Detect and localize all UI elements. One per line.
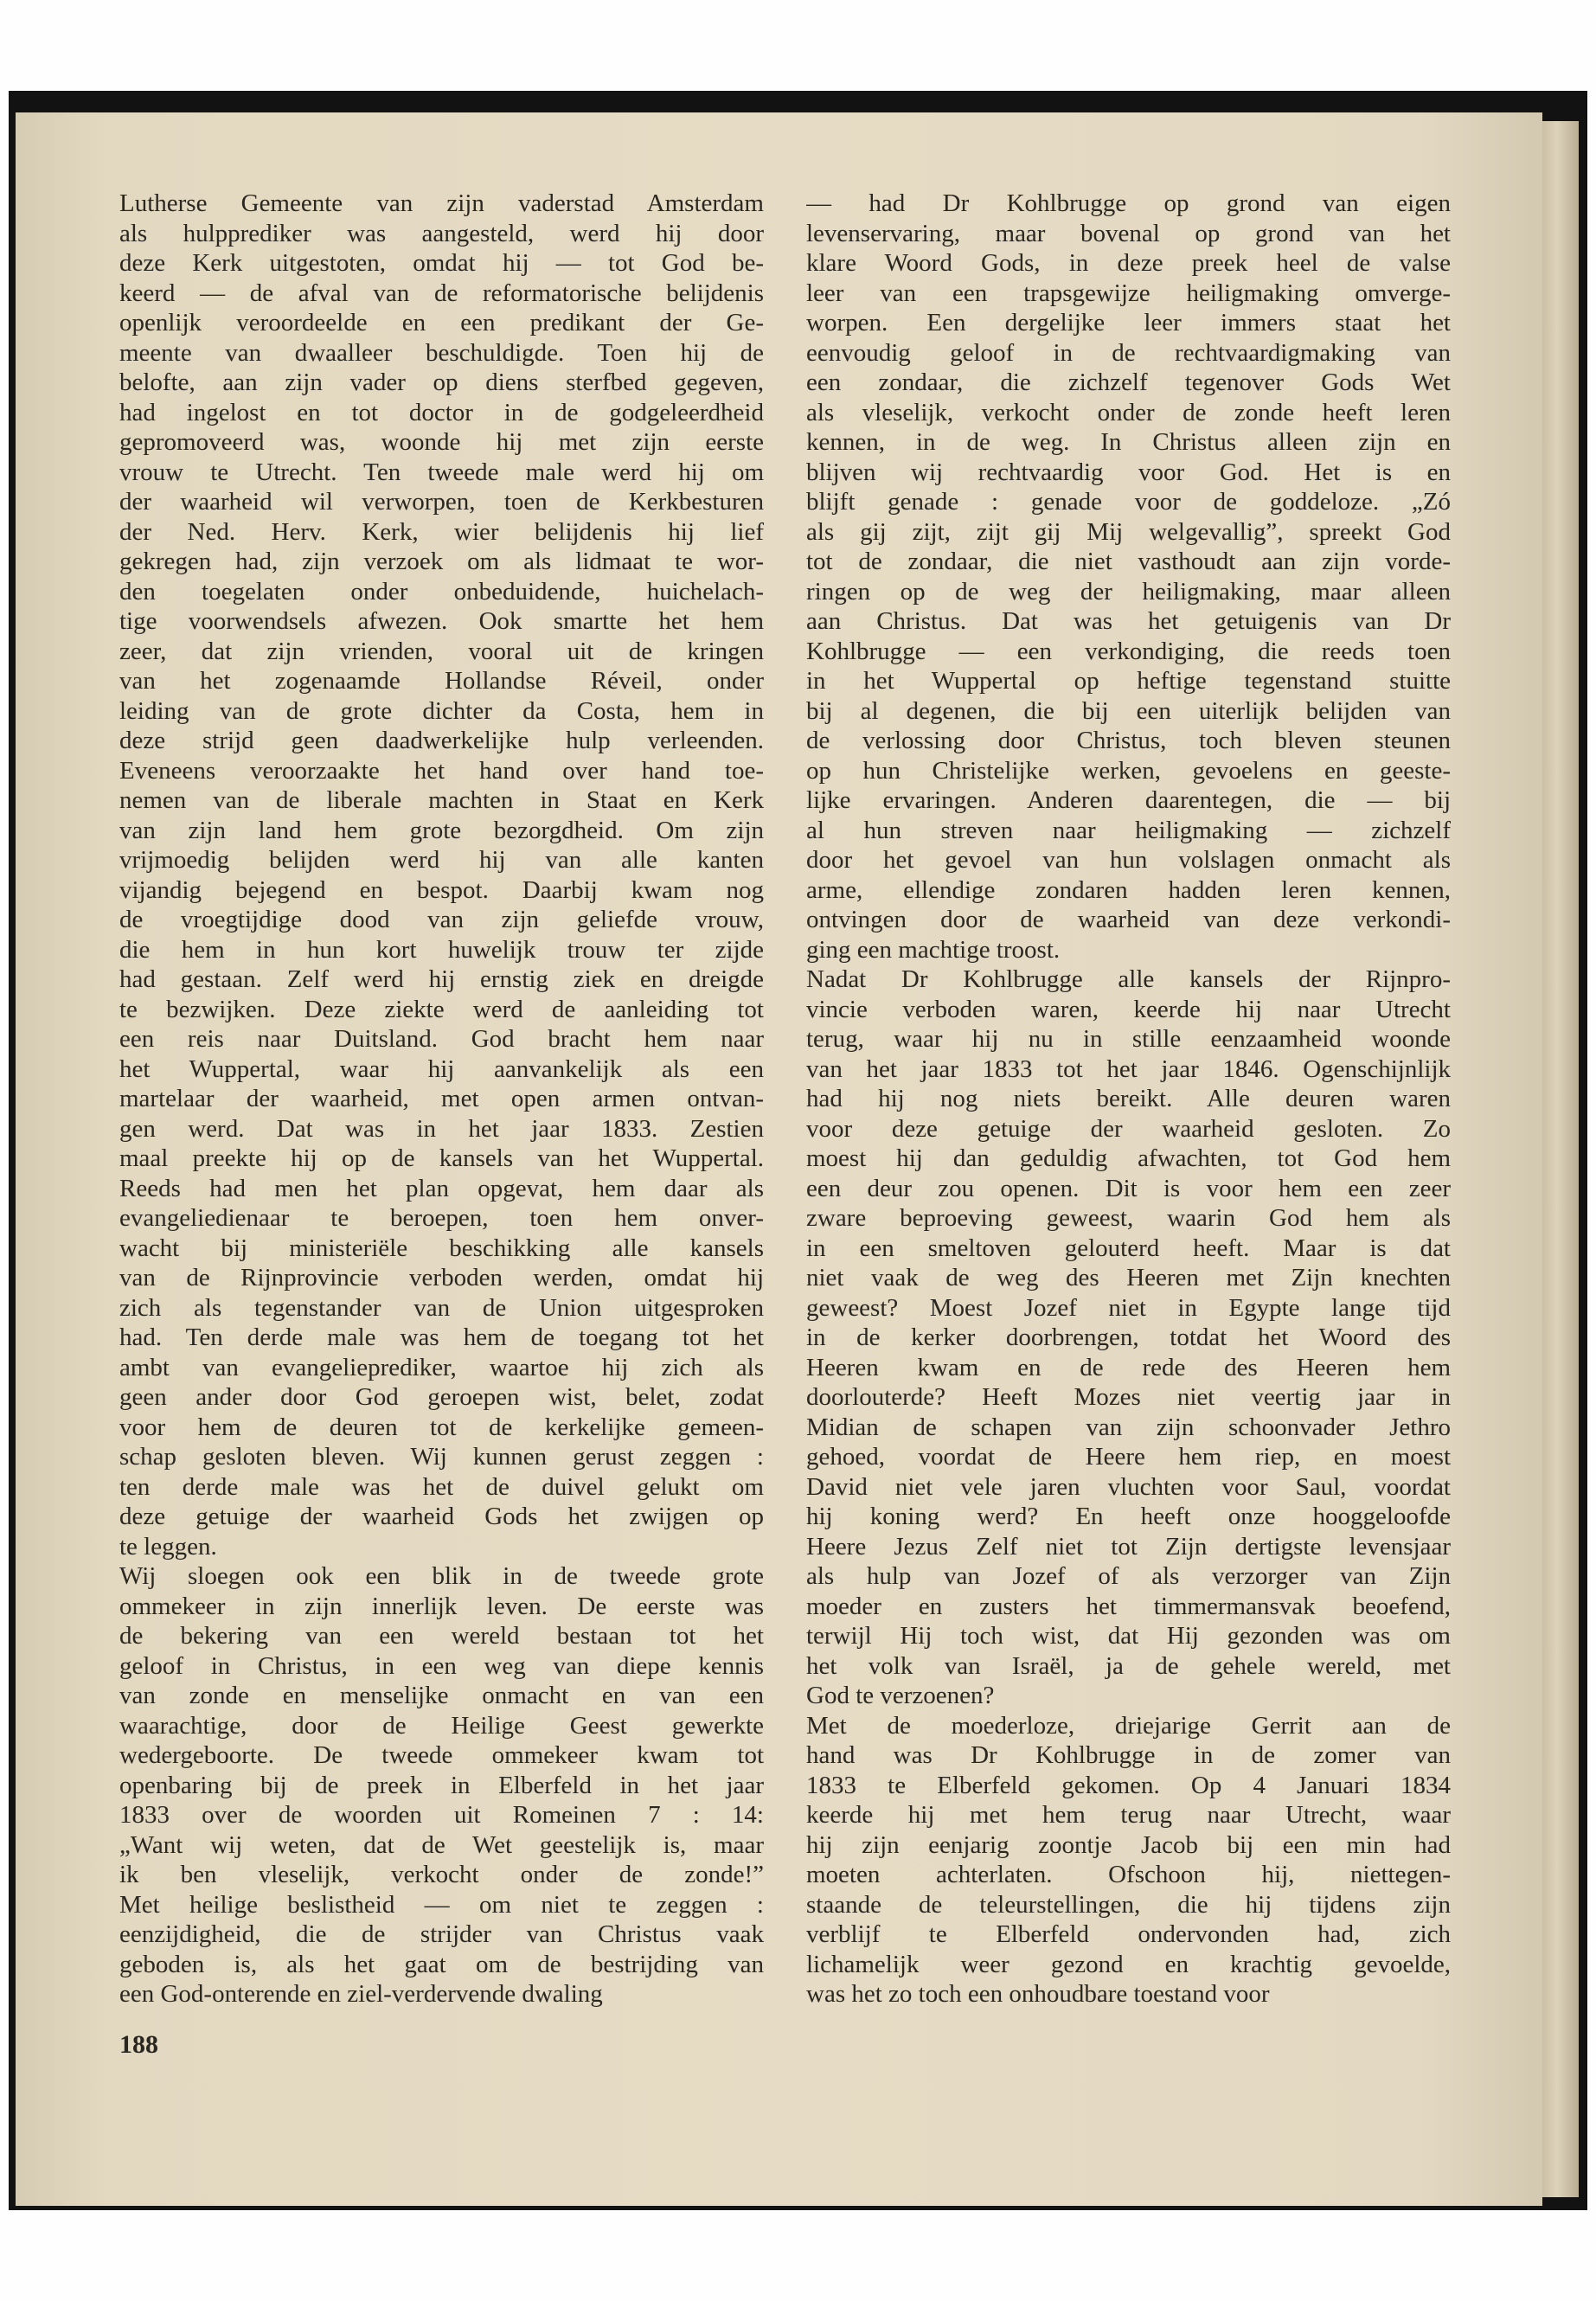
- text-line: kennen, in de weg. In Christus alleen zijn en: [806, 428, 1451, 456]
- text-line: eenzijdigheid, die de strijder van Christus vaak: [119, 1920, 764, 1948]
- text-line: bij al degenen, die bij een uiterlijk belijden van: [806, 696, 1451, 725]
- text-line: martelaar der waarheid, met open armen ontvan-: [119, 1085, 764, 1112]
- text-line: ik ben vleselijk, verkocht onder de zonde!”: [119, 1861, 764, 1888]
- text-line: God te verzoenen?: [806, 1682, 995, 1709]
- page-number: 188: [119, 2030, 158, 2059]
- text-line: keerd — de afval van de reformatorische belijdenis: [119, 279, 764, 307]
- text-line: levenservaring, maar bovenal op grond van het: [806, 219, 1451, 247]
- text-line: al hun streven naar heiligmaking — zichzelf: [806, 816, 1451, 844]
- text-line: lichamelijk weer gezond en krachtig gevoelde,: [806, 1950, 1451, 1978]
- text-line: gehoed, voordat de Heere hem riep, en moest: [806, 1443, 1451, 1471]
- text-line: het volk van Israël, ja de gehele wereld, met: [806, 1651, 1451, 1680]
- text-line: arme, ellendige zondaren hadden leren kennen,: [806, 875, 1451, 904]
- text-line: ontvingen door de waarheid van deze verkondi-: [806, 906, 1451, 933]
- text-line: was het zo toch een onhoudbare toestand voor: [806, 1980, 1270, 2008]
- text-line: geloof in Christus, in een weg van diepe kennis: [119, 1651, 764, 1680]
- text-line: te bezwijken. Deze ziekte werd de aanleiding tot: [119, 995, 764, 1023]
- text-line: een reis naar Duitsland. God bracht hem naar: [119, 1025, 764, 1053]
- text-line: worpen. Een dergelijke leer immers staat het: [806, 309, 1451, 336]
- text-line: als vleselijk, verkocht onder de zonde heeft leren: [806, 398, 1451, 426]
- text-line: nemen van de liberale machten in Staat en Kerk: [119, 786, 764, 814]
- text-line: als hulp van Jozef of als verzorger van Zijn: [806, 1562, 1451, 1590]
- text-line: den toegelaten onder onbeduidende, huichelach-: [119, 577, 764, 606]
- text-line: deze getuige der waarheid Gods het zwijgen op: [119, 1503, 764, 1530]
- text-line: openlijk veroordeelde en een predikant der Ge-: [119, 309, 764, 336]
- text-line: vijandig bejegend en bespot. Daarbij kwam nog: [119, 875, 764, 904]
- text-line: die hem in hun kort huwelijk trouw ter zijde: [119, 935, 764, 964]
- text-line: verblijf te Elberfeld ondervonden had, zich: [806, 1920, 1451, 1948]
- text-line: aan Christus. Dat was het getuigenis van Dr: [806, 607, 1451, 635]
- text-line: deze strijd geen daadwerkelijke hulp verleenden.: [119, 727, 764, 754]
- text-line: blijft genade : genade voor de goddeloze. „Zó: [806, 488, 1451, 516]
- text-line: een zondaar, die zichzelf tegenover Gods Wet: [806, 369, 1451, 396]
- text-line: op hun Christelijke werken, gevoelens en geeste-: [806, 756, 1451, 785]
- text-line: Heeren kwam en de rede des Heeren hem: [806, 1353, 1451, 1381]
- text-line: ommekeer in zijn innerlijk leven. De eerste was: [119, 1592, 764, 1620]
- text-line: als hulpprediker was aangesteld, werd hij door: [119, 219, 764, 247]
- text-line: van zonde en menselijke onmacht en van een: [119, 1682, 764, 1709]
- text-line: keerde hij met hem terug naar Utrecht, waar: [806, 1801, 1451, 1829]
- text-line: de bekering van een wereld bestaan tot het: [119, 1622, 764, 1650]
- text-line: schap gesloten bleven. Wij kunnen gerust zeggen :: [119, 1443, 764, 1471]
- right-column: [806, 189, 1451, 2009]
- text-line: gekregen had, zijn verzoek om als lidmaat te wor-: [119, 548, 764, 575]
- text-line: hij koning werd? En heeft onze hooggeloofde: [806, 1503, 1451, 1530]
- text-line: geen ander door God geroepen wist, belet, zodat: [119, 1383, 764, 1411]
- text-line: wacht bij ministeriële beschikking alle kansels: [119, 1234, 764, 1262]
- text-line: lijke ervaringen. Anderen daarentegen, die — bij: [806, 786, 1451, 814]
- text-line: gen werd. Dat was in het jaar 1833. Zestien: [119, 1114, 764, 1143]
- text-line: tot de zondaar, die niet vasthoudt aan zijn vorde-: [806, 548, 1451, 575]
- text-line: geboden is, als het gaat om de bestrijding van: [119, 1950, 764, 1978]
- text-line: moeder en zusters het timmermansvak beoefend,: [806, 1592, 1451, 1620]
- text-line: doorlouterde? Heeft Mozes niet veertig jaar in: [806, 1383, 1451, 1411]
- text-line: als gij zijt, zijt gij Mij welgevallig”, spreekt God: [806, 517, 1451, 546]
- text-line: terwijl Hij toch wist, dat Hij gezonden was om: [806, 1622, 1451, 1650]
- text-line: door het gevoel van hun volslagen onmacht als: [806, 846, 1451, 874]
- text-line: van zijn land hem grote bezorgdheid. Om zijn: [119, 816, 764, 844]
- text-line: openbaring bij de preek in Elberfeld in het jaar: [119, 1771, 764, 1799]
- text-line: moest hij dan geduldig afwachten, tot God hem: [806, 1144, 1451, 1172]
- text-line: voor deze getuige der waarheid gesloten. Zo: [806, 1114, 1451, 1143]
- text-line: een God-onterende en ziel-verdervende dwaling: [119, 1980, 603, 2008]
- page-edge: [1542, 121, 1579, 2197]
- text-line: Reeds had men het plan opgevat, hem daar als: [119, 1174, 764, 1202]
- text-line: zich als tegenstander van de Union uitgesproken: [119, 1293, 764, 1322]
- text-line: de verlossing door Christus, toch bleven steunen: [806, 727, 1451, 754]
- text-line: moeten achterlaten. Ofschoon hij, niettegen-: [806, 1861, 1451, 1888]
- text-line: in het Wuppertal op heftige tegenstand stuitte: [806, 667, 1451, 695]
- text-line: had ingelost en tot doctor in de godgeleerdheid: [119, 398, 764, 426]
- text-line: zware beproeving geweest, waarin God hem als: [806, 1204, 1451, 1232]
- text-line: het Wuppertal, waar hij aanvankelijk als een: [119, 1054, 764, 1083]
- text-line: Midian de schapen van zijn schoonvader Jethro: [806, 1413, 1451, 1441]
- text-line: vincie verboden waren, keerde hij naar Utrecht: [806, 995, 1451, 1023]
- text-line: evangeliedienaar te beroepen, toen hem onver-: [119, 1204, 764, 1232]
- text-line: de vroegtijdige dood van zijn geliefde vrouw,: [119, 906, 764, 933]
- text-line: Heere Jezus Zelf niet tot Zijn dertigste levensjaar: [806, 1532, 1451, 1561]
- text-line: niet vaak de weg des Heeren met Zijn knechten: [806, 1264, 1451, 1292]
- text-line: deze Kerk uitgestoten, omdat hij — tot God be-: [119, 249, 764, 277]
- text-line: 1833 te Elberfeld gekomen. Op 4 Januari 1834: [806, 1771, 1451, 1799]
- text-line: Met de moederloze, driejarige Gerrit aan de: [806, 1711, 1451, 1740]
- left-column: [119, 189, 764, 2009]
- text-line: van de Rijnprovincie verboden werden, omdat hij: [119, 1264, 764, 1292]
- text-line: had. Ten derde male was hem de toegang tot het: [119, 1324, 764, 1351]
- text-line: Kohlbrugge — een verkondiging, die reeds toen: [806, 637, 1451, 665]
- text-line: hand was Dr Kohlbrugge in de zomer van: [806, 1741, 1451, 1769]
- text-line: tige voorwendsels afwezen. Ook smartte het hem: [119, 607, 764, 635]
- text-line: maal preekte hij op de kansels van het Wuppertal.: [119, 1144, 764, 1172]
- text-line: had gestaan. Zelf werd hij ernstig ziek en dreigde: [119, 965, 764, 993]
- text-line: Lutherse Gemeente van zijn vaderstad Amsterdam: [119, 189, 764, 217]
- text-line: waarachtige, door de Heilige Geest gewerkte: [119, 1711, 764, 1740]
- text-line: ten derde male was het de duivel gelukt om: [119, 1472, 764, 1501]
- text-line: Eveneens veroorzaakte het hand over hand toe-: [119, 756, 764, 785]
- text-line: vrijmoedig belijden werd hij van alle kanten: [119, 846, 764, 874]
- text-line: een deur zou openen. Dit is voor hem een zeer: [806, 1174, 1451, 1202]
- text-line: had hij nog niets bereikt. Alle deuren waren: [806, 1085, 1451, 1112]
- text-line: in een smeltoven gelouterd heeft. Maar is dat: [806, 1234, 1451, 1262]
- text-line: Wij sloegen ook een blik in de tweede grote: [119, 1562, 764, 1590]
- text-line: ringen op de weg der heiligmaking, maar alleen: [806, 577, 1451, 606]
- text-line: — had Dr Kohlbrugge op grond van eigen: [806, 189, 1451, 217]
- text-line: belofte, aan zijn vader op diens sterfbed gegeven,: [119, 369, 764, 396]
- text-line: in de kerker doorbrengen, totdat het Woord des: [806, 1324, 1451, 1351]
- text-line: te leggen.: [119, 1532, 217, 1561]
- text-line: van het zogenaamde Hollandse Réveil, onder: [119, 667, 764, 695]
- text-line: leer van een trapsgewijze heiligmaking omverge-: [806, 279, 1451, 307]
- text-line: hij zijn eenjarig zoontje Jacob bij een min had: [806, 1830, 1451, 1859]
- text-line: geweest? Moest Jozef niet in Egypte lange tijd: [806, 1293, 1451, 1322]
- text-line: vrouw te Utrecht. Ten tweede male werd hij om: [119, 458, 764, 486]
- text-line: der Ned. Herv. Kerk, wier belijdenis hij lief: [119, 517, 764, 546]
- text-line: van het jaar 1833 tot het jaar 1846. Ogenschijnlijk: [806, 1054, 1451, 1083]
- text-line: Nadat Dr Kohlbrugge alle kansels der Rijnpro-: [806, 965, 1451, 993]
- text-line: David niet vele jaren vluchten voor Saul, voordat: [806, 1472, 1451, 1501]
- text-line: Met heilige beslistheid — om niet te zeggen :: [119, 1890, 764, 1919]
- text-line: der waarheid wil verworpen, toen de Kerkbesturen: [119, 488, 764, 516]
- text-line: voor hem de deuren tot de kerkelijke gemeen-: [119, 1413, 764, 1441]
- text-line: „Want wij weten, dat de Wet geestelijk is, maar: [119, 1830, 764, 1859]
- text-line: terug, waar hij nu in stille eenzaamheid woonde: [806, 1025, 1451, 1053]
- text-line: staande de teleurstellingen, die hij tijdens zijn: [806, 1890, 1451, 1919]
- text-line: 1833 over de woorden uit Romeinen 7 : 14:: [119, 1801, 764, 1829]
- text-line: ambt van evangelieprediker, waartoe hij zich als: [119, 1353, 764, 1381]
- text-line: gepromoveerd was, woonde hij met zijn eerste: [119, 428, 764, 456]
- text-line: leiding van de grote dichter da Costa, hem in: [119, 696, 764, 725]
- text-line: meente van dwaalleer beschuldigde. Toen hij de: [119, 338, 764, 367]
- text-line: eenvoudig geloof in de rechtvaardigmaking van: [806, 338, 1451, 367]
- text-line: ging een machtige troost.: [806, 935, 1061, 964]
- text-line: zeer, dat zijn vrienden, vooral uit de kringen: [119, 637, 764, 665]
- text-line: klare Woord Gods, in deze preek heel de valse: [806, 249, 1451, 277]
- text-line: blijven wij rechtvaardig voor God. Het is en: [806, 458, 1451, 486]
- text-line: wedergeboorte. De tweede ommekeer kwam tot: [119, 1741, 764, 1769]
